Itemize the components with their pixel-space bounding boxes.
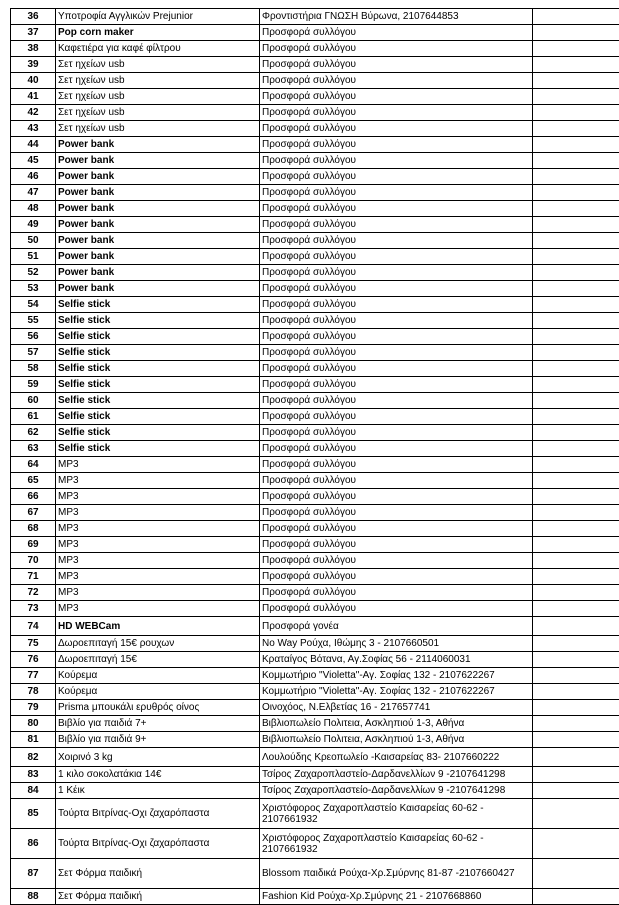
prize-item: MP3: [56, 521, 260, 537]
table-row: [11, 345, 619, 361]
table-row: [11, 169, 619, 185]
table-row: [11, 201, 619, 217]
prize-sponsor: Προσφορά συλλόγου: [260, 169, 533, 185]
prize-item: Τούρτα Βιτρίνας-Οχι ζαχαρόπαστα: [56, 829, 260, 859]
row-number: 81: [11, 732, 56, 748]
prize-item: Σετ ηχείων usb: [56, 105, 260, 121]
prize-item: Selfie stick: [56, 329, 260, 345]
table-row: [11, 601, 619, 617]
table-row: [11, 393, 619, 409]
empty-cell: [533, 505, 619, 521]
prize-item: MP3: [56, 457, 260, 473]
prize-item: Power bank: [56, 233, 260, 249]
table-row: [11, 521, 619, 537]
row-number: 58: [11, 361, 56, 377]
table-row: [11, 217, 619, 233]
empty-cell: [533, 829, 619, 859]
prize-sponsor: Κομμωτήριο "Violetta"-Αγ. Σοφίας 132 - 2107622267: [260, 668, 533, 684]
prize-sponsor: Προσφορά συλλόγου: [260, 89, 533, 105]
table-row: [11, 425, 619, 441]
prize-item: Pop corn maker: [56, 25, 260, 41]
empty-cell: [533, 393, 619, 409]
prize-sponsor: Προσφορά συλλόγου: [260, 249, 533, 265]
row-number: 56: [11, 329, 56, 345]
prize-sponsor: Προσφορά συλλόγου: [260, 57, 533, 73]
prize-item: Power bank: [56, 185, 260, 201]
prize-item: Selfie stick: [56, 313, 260, 329]
empty-cell: [533, 783, 619, 799]
prize-sponsor: Προσφορά συλλόγου: [260, 393, 533, 409]
empty-cell: [533, 748, 619, 767]
prize-item: 1 κιλο σοκολατάκια 14€: [56, 767, 260, 783]
table-row: [11, 329, 619, 345]
table-row: [11, 105, 619, 121]
prize-item: Power bank: [56, 249, 260, 265]
prize-sponsor: Προσφορά συλλόγου: [260, 313, 533, 329]
prize-sponsor: Προσφορά συλλόγου: [260, 185, 533, 201]
prize-sponsor: Προσφορά συλλόγου: [260, 265, 533, 281]
table-row: [11, 185, 619, 201]
prize-sponsor: Προσφορά συλλόγου: [260, 569, 533, 585]
prize-sponsor: Προσφορά συλλόγου: [260, 217, 533, 233]
empty-cell: [533, 345, 619, 361]
prize-item: MP3: [56, 569, 260, 585]
empty-cell: [533, 553, 619, 569]
empty-cell: [533, 652, 619, 668]
row-number: 67: [11, 505, 56, 521]
prize-sponsor: Φροντιστήρια ΓΝΩΣΗ Βύρωνα, 2107644853: [260, 9, 533, 25]
prize-item: Selfie stick: [56, 425, 260, 441]
empty-cell: [533, 217, 619, 233]
empty-cell: [533, 409, 619, 425]
empty-cell: [533, 201, 619, 217]
prize-sponsor: Προσφορά συλλόγου: [260, 41, 533, 57]
empty-cell: [533, 569, 619, 585]
empty-cell: [533, 537, 619, 553]
empty-cell: [533, 799, 619, 829]
empty-cell: [533, 89, 619, 105]
table-row: [11, 748, 619, 767]
prize-sponsor: Κομμωτήριο "Violetta"-Αγ. Σοφίας 132 - 2107622267: [260, 684, 533, 700]
prize-sponsor: Προσφορά συλλόγου: [260, 521, 533, 537]
table-row: [11, 441, 619, 457]
empty-cell: [533, 265, 619, 281]
prize-sponsor: Προσφορά συλλόγου: [260, 121, 533, 137]
empty-cell: [533, 617, 619, 636]
row-number: 46: [11, 169, 56, 185]
prize-sponsor: Fashion Kid Ρούχα-Χρ.Σμύρνης 21 - 2107668860: [260, 889, 533, 905]
table-row: [11, 700, 619, 716]
prize-item: Selfie stick: [56, 345, 260, 361]
empty-cell: [533, 716, 619, 732]
prize-item: MP3: [56, 553, 260, 569]
prize-sponsor: Προσφορά συλλόγου: [260, 329, 533, 345]
row-number: 73: [11, 601, 56, 617]
table-row: [11, 265, 619, 281]
row-number: 59: [11, 377, 56, 393]
prize-item: Prisma μπουκάλι ερυθρός οίνος: [56, 700, 260, 716]
row-number: 79: [11, 700, 56, 716]
row-number: 37: [11, 25, 56, 41]
prize-item: Selfie stick: [56, 393, 260, 409]
prize-sponsor: Προσφορά συλλόγου: [260, 73, 533, 89]
prize-sponsor: Προσφορά συλλόγου: [260, 281, 533, 297]
empty-cell: [533, 249, 619, 265]
prize-sponsor: Χριστόφορος Ζαχαροπλαστείο Καισαρείας 60-62 - 2107661932: [260, 829, 533, 859]
row-number: 54: [11, 297, 56, 313]
prize-item: Καφετιέρα για καφέ φίλτρου: [56, 41, 260, 57]
empty-cell: [533, 153, 619, 169]
prize-sponsor: Κραταίγος Βότανα, Αγ.Σοφίας 56 - 2114060031: [260, 652, 533, 668]
prize-sponsor: Οινοχόος, Ν.Ελβετίας 16 - 217657741: [260, 700, 533, 716]
empty-cell: [533, 57, 619, 73]
prize-item: HD WEBCam: [56, 617, 260, 636]
prize-sponsor: Προσφορά συλλόγου: [260, 377, 533, 393]
table-row: [11, 585, 619, 601]
row-number: 45: [11, 153, 56, 169]
prize-item: Power bank: [56, 201, 260, 217]
empty-cell: [533, 41, 619, 57]
prize-item: Βιβλίο για παιδιά 7+: [56, 716, 260, 732]
prize-item: Selfie stick: [56, 377, 260, 393]
prize-sponsor: Βιβλιοπωλείο Πολιτεια, Ασκληπιού 1-3, Αθήνα: [260, 716, 533, 732]
prize-sponsor: Προσφορά συλλόγου: [260, 409, 533, 425]
empty-cell: [533, 489, 619, 505]
prize-item: Χοιρινό 3 kg: [56, 748, 260, 767]
table-row: [11, 859, 619, 889]
row-number: 76: [11, 652, 56, 668]
table-row: [11, 716, 619, 732]
prize-item: Selfie stick: [56, 409, 260, 425]
table-row: [11, 281, 619, 297]
prize-table: [10, 8, 619, 905]
empty-cell: [533, 281, 619, 297]
row-number: 72: [11, 585, 56, 601]
prize-sponsor: Τσίρος Ζαχαροπλαστείο-Δαρδανελλίων 9 -2107641298: [260, 783, 533, 799]
empty-cell: [533, 767, 619, 783]
empty-cell: [533, 425, 619, 441]
row-number: 82: [11, 748, 56, 767]
prize-item: Κούρεμα: [56, 668, 260, 684]
row-number: 49: [11, 217, 56, 233]
empty-cell: [533, 668, 619, 684]
prize-sponsor: Προσφορά συλλόγου: [260, 585, 533, 601]
row-number: 68: [11, 521, 56, 537]
row-number: 62: [11, 425, 56, 441]
row-number: 38: [11, 41, 56, 57]
prize-sponsor: Προσφορά συλλόγου: [260, 553, 533, 569]
row-number: 80: [11, 716, 56, 732]
table-row: [11, 297, 619, 313]
table-row: [11, 668, 619, 684]
table-row: [11, 767, 619, 783]
prize-sponsor: Προσφορά συλλόγου: [260, 505, 533, 521]
prize-item: MP3: [56, 601, 260, 617]
prize-item: MP3: [56, 537, 260, 553]
prize-sponsor: Προσφορά συλλόγου: [260, 345, 533, 361]
row-number: 42: [11, 105, 56, 121]
prize-sponsor: Προσφορά συλλόγου: [260, 457, 533, 473]
empty-cell: [533, 329, 619, 345]
prize-sponsor: Προσφορά συλλόγου: [260, 601, 533, 617]
prize-sponsor: Προσφορά συλλόγου: [260, 537, 533, 553]
table-row: [11, 684, 619, 700]
row-number: 65: [11, 473, 56, 489]
empty-cell: [533, 297, 619, 313]
empty-cell: [533, 73, 619, 89]
row-number: 41: [11, 89, 56, 105]
empty-cell: [533, 889, 619, 905]
row-number: 57: [11, 345, 56, 361]
prize-sponsor: Προσφορά συλλόγου: [260, 441, 533, 457]
empty-cell: [533, 585, 619, 601]
table-row: [11, 233, 619, 249]
empty-cell: [533, 25, 619, 41]
prize-sponsor: Προσφορά συλλόγου: [260, 25, 533, 41]
table-row: [11, 829, 619, 859]
table-row: [11, 889, 619, 905]
table-row: [11, 313, 619, 329]
row-number: 88: [11, 889, 56, 905]
table-row: [11, 537, 619, 553]
prize-item: Power bank: [56, 217, 260, 233]
table-row: [11, 25, 619, 41]
prize-item: MP3: [56, 473, 260, 489]
prize-sponsor: Προσφορά συλλόγου: [260, 201, 533, 217]
empty-cell: [533, 313, 619, 329]
table-row: [11, 783, 619, 799]
row-number: 39: [11, 57, 56, 73]
table-row: [11, 652, 619, 668]
prize-item: Power bank: [56, 169, 260, 185]
empty-cell: [533, 473, 619, 489]
prize-sponsor: Προσφορά συλλόγου: [260, 425, 533, 441]
row-number: 84: [11, 783, 56, 799]
row-number: 50: [11, 233, 56, 249]
table-row: [11, 137, 619, 153]
table-row: [11, 799, 619, 829]
empty-cell: [533, 441, 619, 457]
prize-item: Selfie stick: [56, 441, 260, 457]
prize-item: Δωροεπιταγή 15€: [56, 652, 260, 668]
empty-cell: [533, 636, 619, 652]
table-row: [11, 569, 619, 585]
prize-sponsor: Blossom παιδικά Ρούχα-Χρ.Σμύρνης 81-87 -2107660427: [260, 859, 533, 889]
empty-cell: [533, 859, 619, 889]
table-row: [11, 732, 619, 748]
table-row: [11, 409, 619, 425]
empty-cell: [533, 137, 619, 153]
prize-item: Κούρεμα: [56, 684, 260, 700]
prize-sponsor: Προσφορά συλλόγου: [260, 489, 533, 505]
empty-cell: [533, 233, 619, 249]
table-row: [11, 41, 619, 57]
row-number: 51: [11, 249, 56, 265]
prize-sponsor: Λουλούδης Κρεοπωλείο -Καισαρείας 83- 2107660222: [260, 748, 533, 767]
prize-item: 1 Κέικ: [56, 783, 260, 799]
prize-item: Selfie stick: [56, 361, 260, 377]
prize-sponsor: Βιβλιοπωλείο Πολιτεια, Ασκληπιού 1-3, Αθήνα: [260, 732, 533, 748]
row-number: 78: [11, 684, 56, 700]
prize-item: MP3: [56, 505, 260, 521]
prize-sponsor: Προσφορά συλλόγου: [260, 105, 533, 121]
table-row: [11, 617, 619, 636]
prize-item: Σετ ηχείων usb: [56, 121, 260, 137]
row-number: 74: [11, 617, 56, 636]
prize-sponsor: Προσφορά συλλόγου: [260, 361, 533, 377]
row-number: 63: [11, 441, 56, 457]
row-number: 43: [11, 121, 56, 137]
table-row: [11, 553, 619, 569]
table-row: [11, 505, 619, 521]
empty-cell: [533, 361, 619, 377]
table-row: [11, 489, 619, 505]
empty-cell: [533, 700, 619, 716]
prize-item: Σετ Φόρμα παιδική: [56, 859, 260, 889]
prize-item: Υποτροφία Αγγλικών Prejunior: [56, 9, 260, 25]
empty-cell: [533, 684, 619, 700]
row-number: 77: [11, 668, 56, 684]
row-number: 75: [11, 636, 56, 652]
prize-item: Σετ Φόρμα παιδική: [56, 889, 260, 905]
row-number: 53: [11, 281, 56, 297]
prize-item: Power bank: [56, 265, 260, 281]
prize-item: Σετ ηχείων usb: [56, 89, 260, 105]
row-number: 71: [11, 569, 56, 585]
row-number: 52: [11, 265, 56, 281]
row-number: 66: [11, 489, 56, 505]
prize-sponsor: Προσφορά συλλόγου: [260, 137, 533, 153]
empty-cell: [533, 601, 619, 617]
prize-table-body: [11, 9, 619, 905]
empty-cell: [533, 121, 619, 137]
prize-item: Σετ ηχείων usb: [56, 57, 260, 73]
table-row: [11, 57, 619, 73]
prize-item: Σετ ηχείων usb: [56, 73, 260, 89]
empty-cell: [533, 732, 619, 748]
prize-item: Βιβλίο για παιδιά 9+: [56, 732, 260, 748]
table-row: [11, 473, 619, 489]
row-number: 69: [11, 537, 56, 553]
row-number: 87: [11, 859, 56, 889]
row-number: 55: [11, 313, 56, 329]
row-number: 36: [11, 9, 56, 25]
row-number: 60: [11, 393, 56, 409]
prize-sponsor: Προσφορά συλλόγου: [260, 153, 533, 169]
table-row: [11, 636, 619, 652]
row-number: 64: [11, 457, 56, 473]
prize-sponsor: No Way Ρούχα, Ιθώμης 3 - 2107660501: [260, 636, 533, 652]
empty-cell: [533, 521, 619, 537]
table-row: [11, 457, 619, 473]
table-row: [11, 121, 619, 137]
empty-cell: [533, 169, 619, 185]
prize-sponsor: Χριστόφορος Ζαχαροπλαστείο Καισαρείας 60-62 - 2107661932: [260, 799, 533, 829]
row-number: 48: [11, 201, 56, 217]
row-number: 44: [11, 137, 56, 153]
table-row: [11, 361, 619, 377]
empty-cell: [533, 105, 619, 121]
table-row: [11, 89, 619, 105]
table-row: [11, 153, 619, 169]
prize-item: Selfie stick: [56, 297, 260, 313]
row-number: 47: [11, 185, 56, 201]
prize-item: MP3: [56, 585, 260, 601]
prize-item: Power bank: [56, 153, 260, 169]
row-number: 85: [11, 799, 56, 829]
table-row: [11, 9, 619, 25]
table-row: [11, 73, 619, 89]
prize-item: Power bank: [56, 281, 260, 297]
empty-cell: [533, 457, 619, 473]
row-number: 83: [11, 767, 56, 783]
prize-sponsor: Τσίρος Ζαχαροπλαστείο-Δαρδανελλίων 9 -2107641298: [260, 767, 533, 783]
table-row: [11, 249, 619, 265]
row-number: 70: [11, 553, 56, 569]
prize-item: MP3: [56, 489, 260, 505]
row-number: 40: [11, 73, 56, 89]
prize-item: Δωροεπιταγή 15€ ρουχων: [56, 636, 260, 652]
table-row: [11, 377, 619, 393]
prize-sponsor: Προσφορά συλλόγου: [260, 473, 533, 489]
prize-sponsor: Προσφορά γονέα: [260, 617, 533, 636]
prize-sponsor: Προσφορά συλλόγου: [260, 233, 533, 249]
prize-sponsor: Προσφορά συλλόγου: [260, 297, 533, 313]
empty-cell: [533, 377, 619, 393]
empty-cell: [533, 9, 619, 25]
row-number: 86: [11, 829, 56, 859]
row-number: 61: [11, 409, 56, 425]
prize-item: Τούρτα Βιτρίνας-Οχι ζαχαρόπαστα: [56, 799, 260, 829]
empty-cell: [533, 185, 619, 201]
prize-item: Power bank: [56, 137, 260, 153]
